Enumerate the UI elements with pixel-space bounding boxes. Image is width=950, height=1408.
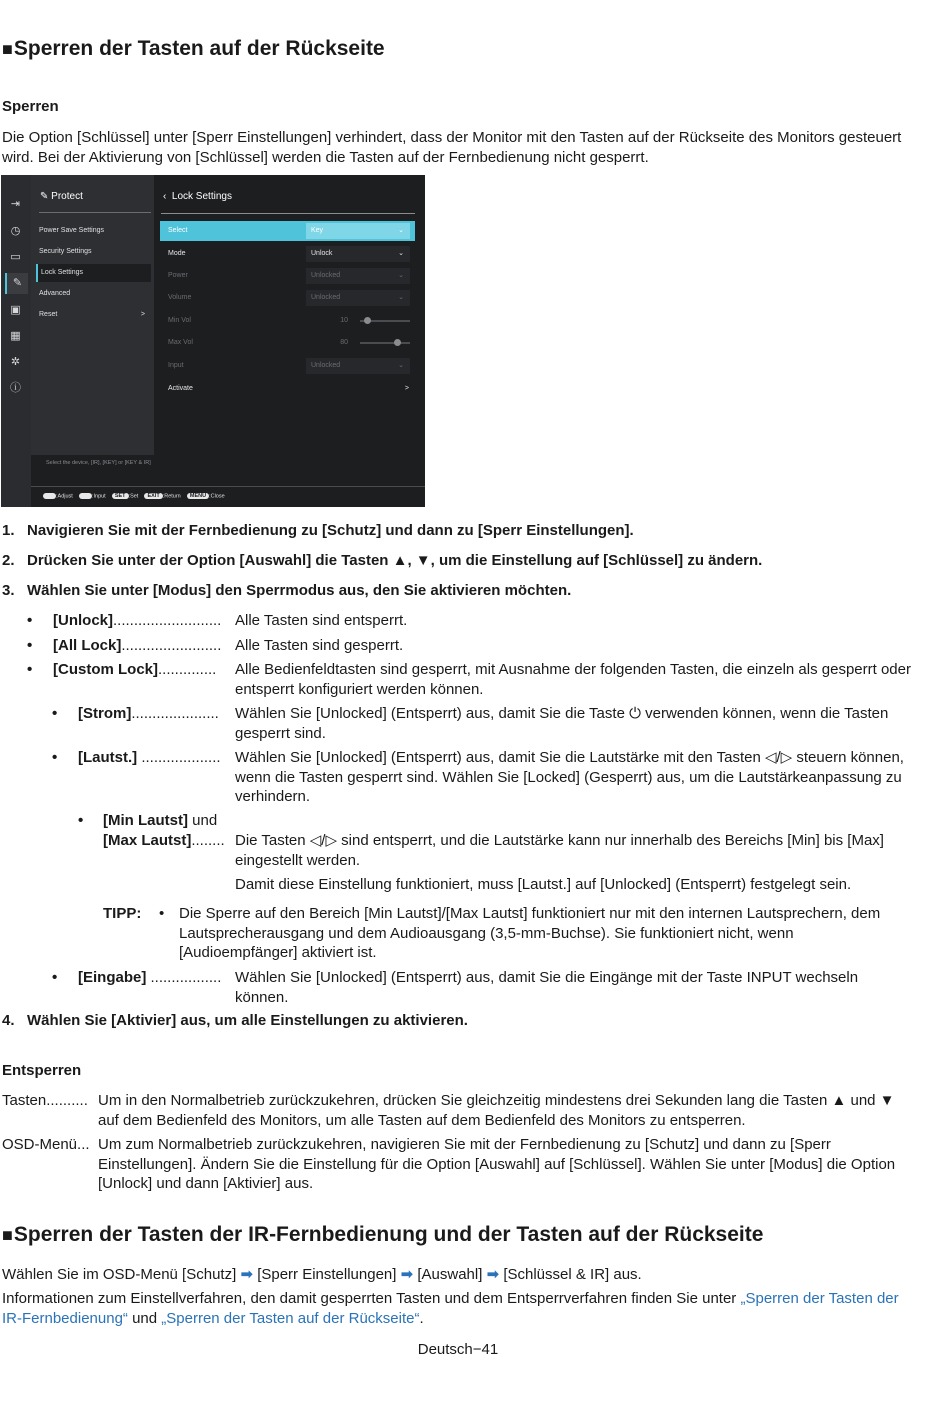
mode-term [53, 660, 216, 680]
info-icon: ⓘ [10, 382, 21, 394]
display-icon: ▭ [10, 251, 21, 263]
osd-row-value: Unlocked [311, 294, 341, 301]
mode-all-lock [0, 636, 916, 656]
heading-text: Sperren der Tasten auf der Rückseite [13, 37, 385, 60]
term-text: [Custom Lock] [53, 661, 158, 678]
custom-min-max-lautst [0, 811, 916, 897]
unlock-term [2, 1091, 88, 1111]
path-step: [Auswahl] [417, 1266, 483, 1283]
gear-icon: ✲ [10, 356, 21, 368]
chevron-down-icon: ⌄ [398, 250, 404, 257]
section-heading-back-keys [2, 37, 385, 61]
link-back-keys-lock[interactable]: „Sperren der Tasten auf der Rückseite“ [161, 1309, 420, 1327]
unlock-desc: Um zum Normalbetrieb zurückzukehren, navigieren Sie mit der Fernbedienung zu [Schutz] und dann zu [Sperr Einstellungen]. Ändern Sie die Einstellung für die Option [Auswahl] auf [Schlüssel]. Wählen Sie unter [Modus] die Option [Unlock] und dann [Aktivier] aus. [98, 1136, 896, 1192]
power-dropdown [306, 268, 410, 284]
bullet: • [27, 612, 33, 629]
step-4 [2, 1012, 468, 1029]
osd-row-value: Unlocked [311, 272, 341, 279]
step-2 [2, 552, 762, 569]
osd-row-label: Activate [168, 385, 193, 392]
tip-text: Die Sperre auf den Bereich [Min Lautst]/[Max Lautst] funktioniert nur mit den internen Lautsprechern, dem Lautsprecherausgang und dem Audioausgang (3,5-mm-Buchse). Sie funktioniert nicht, wenn [Audioempfänger] aktiviert ist. [179, 905, 881, 961]
menu-key-icon: MENU [187, 493, 209, 499]
term-text: [Eingabe] [78, 969, 147, 986]
osd-row-value: Unlocked [311, 362, 341, 369]
slider-knob [394, 339, 401, 346]
ir-menu-path [2, 1265, 917, 1285]
mode-term [78, 704, 219, 724]
arrow-right-icon: ➡ [240, 1266, 254, 1283]
nav-label: :Adjust [56, 493, 73, 500]
left-right-buttons-icon [79, 493, 92, 499]
page-footer: Deutsch−41 [417, 1341, 499, 1358]
bullet: • [27, 661, 33, 678]
max-vol-slider [360, 342, 410, 344]
step-text: Wählen Sie unter [Modus] den Sperrmodus aus, den Sie aktivieren möchten. [27, 582, 572, 599]
bullet: • [52, 749, 58, 766]
custom-strom [0, 704, 916, 744]
osd-menu-label: Power Save Settings [39, 227, 104, 234]
back-chevron-icon[interactable]: ‹ [163, 191, 167, 202]
osd-row-label: Volume [168, 294, 192, 301]
step-3 [2, 582, 571, 599]
osd-row-label: Mode [168, 250, 186, 257]
desc-text: Wählen Sie [Unlocked] (Entsperrt) aus, damit Sie die Taste [235, 705, 630, 722]
term-text: [Min Lautst] [103, 812, 188, 829]
term-text: [All Lock] [53, 637, 122, 654]
path-step: Wählen Sie im OSD-Menü [Schutz] [2, 1266, 237, 1283]
power-icon: ⏻ [629, 705, 641, 722]
input-icon: ⇥ [10, 198, 21, 210]
min-vol-value: 10 [340, 317, 348, 324]
tip-box [0, 904, 916, 964]
path-step: [Schlüssel & IR] aus. [503, 1266, 642, 1283]
osd-menu-label: Reset [39, 311, 58, 318]
mode-custom-lock [0, 660, 916, 700]
bullet: • [52, 705, 58, 722]
step-number: 4. [2, 1012, 15, 1029]
mode-desc [235, 704, 915, 743]
osd-divider [39, 212, 151, 213]
select-dropdown[interactable] [306, 223, 410, 239]
mode-desc: Wählen Sie [Unlocked] (Entsperrt) aus, damit Sie die Lautstärke mit den Tasten ◁/▷ steuern können, wenn die Tasten gesperrt sind. Wählen Sie [Locked] (Gesperrt) aus, um die Lautstärkeanpassung zu verhindern. [235, 749, 904, 805]
osd-menu-panel [31, 175, 154, 455]
tip-label: TIPP: [103, 905, 142, 922]
chevron-down-icon: ⌄ [398, 362, 404, 369]
link-ir-lock[interactable]: „Sperren der Tasten der IR-Fernbedienung“ [2, 1290, 899, 1327]
chevron-right-icon: > [404, 385, 409, 392]
osd-row-power [160, 266, 415, 286]
mode-unlock [0, 611, 916, 631]
mode-term [78, 968, 221, 988]
osd-row-volume [160, 288, 415, 308]
chevron-down-icon: ⌄ [398, 227, 404, 234]
unlock-desc: Um in den Normalbetrieb zurückzukehren, drücken Sie gleichzeitig mindestens drei Sekunden lang die Tasten ▲ und ▼ auf dem Bedienfeld des Monitors, um alle Tasten auf dem Bedienfeld des Monitors zu entsperren. [98, 1092, 895, 1129]
leader-dots: ................. [150, 969, 222, 986]
leader-dots: .......... [46, 1092, 88, 1109]
bullet: • [159, 905, 165, 922]
custom-lautst [0, 748, 916, 808]
osd-row-mode[interactable] [160, 244, 415, 264]
volume-dropdown [306, 290, 410, 306]
osd-row-activate[interactable] [160, 379, 415, 399]
osd-row-value: Key [311, 227, 324, 234]
leader-dots: .............. [158, 661, 217, 678]
mode-desc: Alle Tasten sind entsperrt. [235, 612, 408, 629]
osd-submenu-title [163, 191, 232, 202]
protect-title-icon: ✎ [40, 191, 52, 202]
leader-dots: ........................ [121, 637, 222, 654]
osd-menu-label: Security Settings [39, 248, 92, 255]
slider-knob [364, 317, 371, 324]
osd-row-label: Select [168, 227, 188, 234]
input-dropdown [306, 358, 410, 374]
unlock-keys [0, 1091, 916, 1131]
osd-submenu-divider [161, 213, 415, 214]
pip-icon: ▣ [10, 304, 21, 316]
heading-square-icon: ■ [2, 1225, 13, 1245]
info-text: Informationen zum Einstellverfahren, den damit gesperrten Tasten und dem Entsperrverfahren finden Sie unter [2, 1290, 741, 1307]
term-text: [Lautst.] [78, 749, 138, 766]
osd-menu-item-lock-settings[interactable] [36, 264, 151, 282]
grid-icon: ▦ [10, 330, 21, 342]
mode-term [53, 636, 221, 656]
chevron-right-icon: > [140, 311, 145, 318]
mode-term [103, 831, 225, 851]
mode-term [78, 748, 221, 768]
osd-menu-label: Lock Settings [41, 269, 84, 276]
osd-title [40, 191, 83, 202]
osd-row-label: Power [168, 272, 188, 279]
osd-help-text: Select the device, [IR], [KEY] or [KEY & IR] [46, 460, 151, 466]
info-text: und [127, 1309, 162, 1327]
osd-row-label: Input [168, 362, 184, 369]
step-text: Navigieren Sie mit der Fernbedienung zu [Schutz] und dann zu [Sperr Einstellungen]. [27, 522, 634, 539]
osd-row-label: Max Vol [168, 339, 193, 346]
osd-icon-bar [1, 175, 31, 507]
max-vol-value: 80 [340, 339, 348, 346]
term-text: [Max Lautst] [103, 832, 192, 849]
chevron-down-icon: ⌄ [398, 272, 404, 279]
leader-dots: ................... [141, 749, 221, 766]
osd-menu-item-advanced[interactable] [39, 285, 149, 303]
osd-nav-bar [43, 493, 225, 499]
chevron-down-icon: ⌄ [398, 294, 404, 301]
osd-menu-item-power-save[interactable] [39, 222, 149, 240]
mode-desc: Wählen Sie [Unlocked] (Entsperrt) aus, damit Sie die Eingänge mit der Taste INPUT wechseln können. [235, 969, 859, 1006]
osd-menu-item-reset[interactable] [39, 306, 149, 324]
osd-submenu-title-text: Lock Settings [171, 191, 232, 202]
term-text: Tasten [2, 1092, 47, 1109]
term-text: OSD-Menü [2, 1136, 78, 1153]
bullet: • [52, 969, 58, 986]
desc-text: verwenden können, wenn die Tasten gesperrt sind. [235, 705, 889, 742]
term-connector: und [187, 812, 218, 829]
osd-menu-item-security[interactable] [39, 243, 149, 261]
osd-row-max-vol [160, 333, 415, 353]
nav-label: :Input [91, 493, 106, 500]
osd-bottom-divider [31, 486, 425, 487]
clock-icon: ◷ [10, 225, 21, 237]
osd-row-select[interactable] [160, 221, 415, 241]
bullet: • [78, 812, 84, 829]
mode-desc-note: Damit diese Einstellung funktioniert, muss [Lautst.] auf [Unlocked] (Entsperrt) festgelegt sein. [235, 876, 852, 893]
term-text: [Unlock] [53, 612, 113, 629]
step-text: Drücken Sie unter der Option [Auswahl] die Tasten ▲, ▼, um die Einstellung auf [Schlüssel] zu ändern. [27, 552, 763, 569]
ir-info [2, 1289, 917, 1328]
custom-eingabe [0, 968, 916, 1008]
mode-dropdown[interactable] [306, 246, 410, 262]
unlock-term [2, 1135, 90, 1155]
osd-row-value: Unlock [311, 250, 333, 257]
lock-heading: Sperren [2, 98, 59, 115]
set-key-icon: SET [112, 493, 129, 499]
unlock-osd-menu [0, 1135, 916, 1195]
up-down-buttons-icon [43, 493, 56, 499]
osd-screenshot [1, 175, 425, 507]
info-text: . [419, 1309, 424, 1327]
min-vol-slider [360, 320, 410, 322]
osd-menu-label: Advanced [39, 290, 71, 297]
heading-text: Sperren der Tasten der IR-Fernbedienung und der Tasten auf der Rückseite [13, 1223, 764, 1246]
path-step: [Sperr Einstellungen] [257, 1266, 397, 1283]
unlock-heading: Entsperren [2, 1062, 82, 1079]
mode-term [53, 611, 221, 631]
step-1 [2, 522, 634, 539]
step-number: 2. [2, 552, 15, 569]
osd-row-min-vol [160, 311, 415, 331]
step-text: Wählen Sie [Aktivier] aus, um alle Einstellungen zu aktivieren. [27, 1012, 468, 1029]
nav-label: :Close [209, 493, 225, 500]
mode-desc: Alle Bedienfeldtasten sind gesperrt, mit Ausnahme der folgenden Tasten, die einzeln als gesperrt oder entsperrt konfiguriert werden können. [235, 661, 911, 698]
section-heading-ir-and-back-keys [2, 1223, 763, 1247]
exit-key-icon: EXIT [144, 493, 162, 499]
nav-label: :Return [162, 493, 181, 500]
nav-label: :Set [128, 493, 139, 500]
lock-intro: Die Option [Schlüssel] unter [Sperr Einstellungen] verhindert, dass der Monitor mit den Tasten auf der Rückseite des Monitors gesteuert wird. Bei der Aktivierung von [Schlüssel] werden die Tasten auf der Fernbedienung nicht gesperrt. [2, 129, 902, 166]
osd-row-label: Min Vol [168, 317, 191, 324]
leader-dots: ... [77, 1136, 90, 1153]
leader-dots: .......................... [113, 612, 222, 629]
bullet: • [27, 637, 33, 654]
mode-desc: Die Tasten ◁/▷ sind entsperrt, und die Lautstärke kann nur innerhalb des Bereichs [Min] bis [Max] eingestellt werden. [235, 832, 884, 869]
arrow-right-icon: ➡ [400, 1266, 414, 1283]
step-number: 1. [2, 522, 15, 539]
leader-dots: ........ [191, 832, 225, 849]
term-text: [Strom] [78, 705, 132, 722]
protect-icon: ✎ [5, 273, 28, 294]
mode-desc: Alle Tasten sind gesperrt. [235, 637, 404, 654]
osd-row-input [160, 356, 415, 376]
arrow-right-icon: ➡ [486, 1266, 500, 1283]
osd-title-text: Protect [51, 191, 83, 202]
heading-square-icon: ■ [2, 39, 13, 59]
step-number: 3. [2, 582, 15, 599]
mode-term [103, 811, 217, 831]
leader-dots: ..................... [131, 705, 219, 722]
